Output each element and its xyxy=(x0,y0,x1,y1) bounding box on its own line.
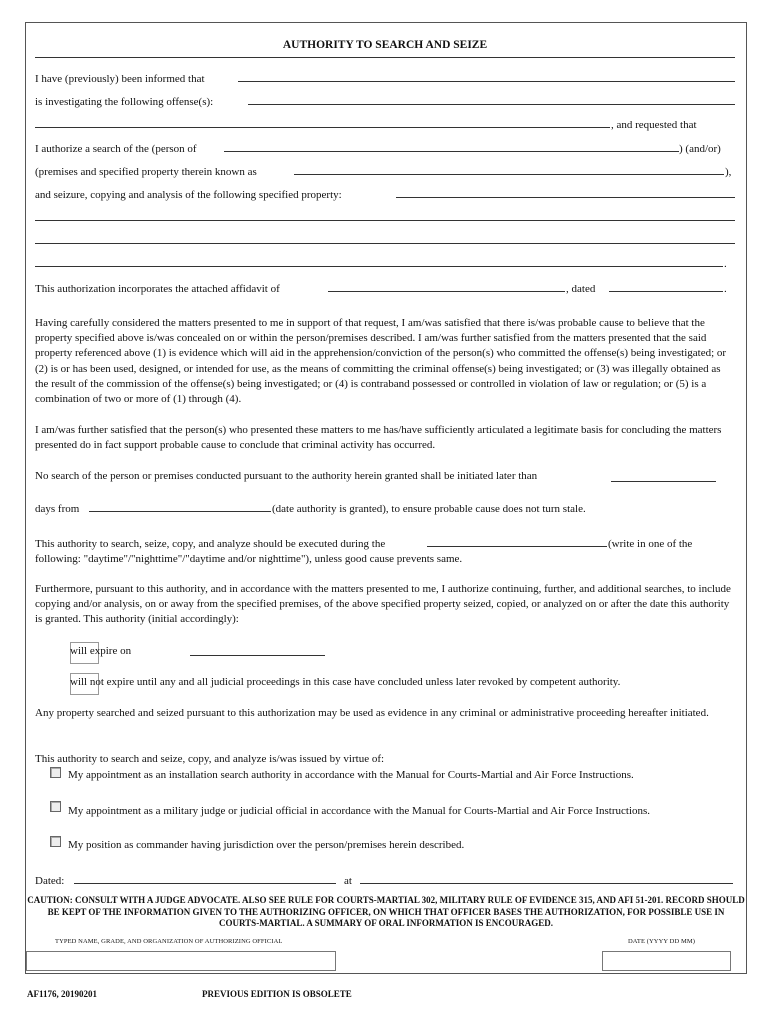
affidavit-dated-label: , dated xyxy=(566,283,596,295)
property-field-line-4[interactable] xyxy=(35,266,723,267)
signature-date-field[interactable] xyxy=(602,951,731,971)
informer-field[interactable] xyxy=(238,81,735,82)
location-field[interactable] xyxy=(360,883,733,884)
days-limit-field[interactable] xyxy=(611,481,716,482)
at-label: at xyxy=(344,875,352,887)
dated-field[interactable] xyxy=(74,883,336,884)
authorize-person-label: I authorize a search of the (person of xyxy=(35,143,197,155)
offenses-field-continued[interactable] xyxy=(35,127,610,128)
execution-options-label: following: "daytime"/"nighttime"/"daytime and/or nighttime"), unless good cause prevents same. xyxy=(35,553,463,565)
no-search-label: No search of the person or premises conducted pursuant to the authority herein granted shall be initiated later than xyxy=(35,470,538,482)
expire-date-field[interactable] xyxy=(190,655,325,656)
informed-label: I have (previously) been informed that xyxy=(35,73,205,85)
typed-name-field[interactable] xyxy=(26,951,336,971)
option1-label: My appointment as an installation search authority in accordance with the Manual for Courts-Martial and Air Force Instructions. xyxy=(68,769,634,781)
affiant-field[interactable] xyxy=(328,291,565,292)
premises-label: (premises and specified property therein known as xyxy=(35,166,257,178)
will-expire-label: will expire on xyxy=(70,645,132,657)
option2-checkbox[interactable] xyxy=(50,801,61,812)
write-in-label: (write in one of the xyxy=(608,538,693,550)
issued-by-label: This authority to search and seize, copy, and analyze is/was issued by virtue of: xyxy=(35,753,385,765)
option2-label: My appointment as a military judge or judicial official in accordance with the Manual for Courts-Martial and Air Force Instructions. xyxy=(68,805,651,817)
title-rule xyxy=(35,57,735,58)
property-period: . xyxy=(724,258,727,270)
and-or-label: ) (and/or) xyxy=(679,143,721,155)
option3-label: My position as commander having jurisdiction over the person/premises herein described. xyxy=(68,839,465,851)
form-number: AF1176, 20190201 xyxy=(27,989,98,999)
typed-name-label: TYPED NAME, GRADE, AND ORGANIZATION OF AUTHORIZING OFFICIAL xyxy=(55,938,283,945)
execution-time-field[interactable] xyxy=(427,546,607,547)
date-granted-label: (date authority is granted), to ensure probable cause does not turn stale. xyxy=(272,503,586,515)
dated-label: Dated: xyxy=(35,875,65,887)
option1-checkbox[interactable] xyxy=(50,767,61,778)
date-label: DATE (YYYY DD MM) xyxy=(628,938,695,945)
affidavit-period: . xyxy=(724,283,727,295)
property-field-line-3[interactable] xyxy=(35,243,735,244)
obsolete-notice: PREVIOUS EDITION IS OBSOLETE xyxy=(202,989,352,999)
premises-end: ), xyxy=(725,166,732,178)
further-satisfied-paragraph: I am/was further satisfied that the person(s) who presented these matters to me has/have sufficiently articulated a legitimate basis for concluding the matters presented do in fact support probable cause to conclude that criminal activity has occurred. xyxy=(35,424,722,452)
caution-notice: CAUTION: CONSULT WITH A JUDGE ADVOCATE. ALSO SEE RULE FOR COURTS-MARTIAL 302, MILITARY RULE OF EVIDENCE 315, AND AFI 51-201. RECORD SHOULD BE KEPT OF THE INFORMATION GIVEN TO THE AUTHORIZING OFFICER, ON WHICH THAT OFFICER BASES THE AUTHORIZATION, FOR POSSIBLE USE IN COURTS-MARTIAL. A SUMMARY OF ORAL INFORMATION IS ENCOURAGED. xyxy=(27,895,745,928)
probable-cause-paragraph: Having carefully considered the matters presented to me in support of that request, I am/was satisfied that there is/was probable cause to believe that the property specified above is/was concealed on or within the person/premises described. I am/was further satisfied from the matters presented that the said property referenced above (1) is evidence which will aid in the apprehension/conviction of the person(s) who committed the offense(s) being investigated; or (2) is or has been used, designed, or intended for use, as the means of committing the criminal offense(s) being investigated; or (3) was illegally obtained as the result of the commission of the offense(s) being investigated; or (4) is contraband possessed or controlled in violation of law or regulation; or (5) is a combination of two or more of (1) through (4). xyxy=(35,317,727,406)
evidence-paragraph: Any property searched and seized pursuant to this authorization may be used as evidence in any criminal or administrative proceeding hereafter initiated. xyxy=(35,707,709,719)
seizure-label: and seizure, copying and analysis of the following specified property: xyxy=(35,189,342,201)
requested-that-label: , and requested that xyxy=(611,119,697,131)
option3-checkbox[interactable] xyxy=(50,836,61,847)
executed-label: This authority to search, seize, copy, and analyze should be executed during the xyxy=(35,538,386,550)
date-granted-field[interactable] xyxy=(89,511,271,512)
form-title: AUTHORITY TO SEARCH AND SEIZE xyxy=(282,39,488,51)
days-from-label: days from xyxy=(35,503,80,515)
property-field[interactable] xyxy=(396,197,735,198)
affidavit-label: This authorization incorporates the attached affidavit of xyxy=(35,283,280,295)
person-field[interactable] xyxy=(224,151,679,152)
affidavit-date-field[interactable] xyxy=(609,291,723,292)
furthermore-paragraph: Furthermore, pursuant to this authority, and in accordance with the matters presented to me, I authorize continuing, further, and additional searches, to include copying and/or analysis, on or away from the specified premises, of the above specified property seized, copied, or analyzed on or after the date this authority is granted. This authority (initial accordingly): xyxy=(35,583,731,626)
offenses-field[interactable] xyxy=(248,104,735,105)
property-field-line-2[interactable] xyxy=(35,220,735,221)
investigating-label: is investigating the following offense(s): xyxy=(35,96,214,108)
premises-field[interactable] xyxy=(294,174,724,175)
will-not-expire-label: will not expire until any and all judicial proceedings in this case have concluded unless later revoked by competent authority. xyxy=(70,676,621,688)
